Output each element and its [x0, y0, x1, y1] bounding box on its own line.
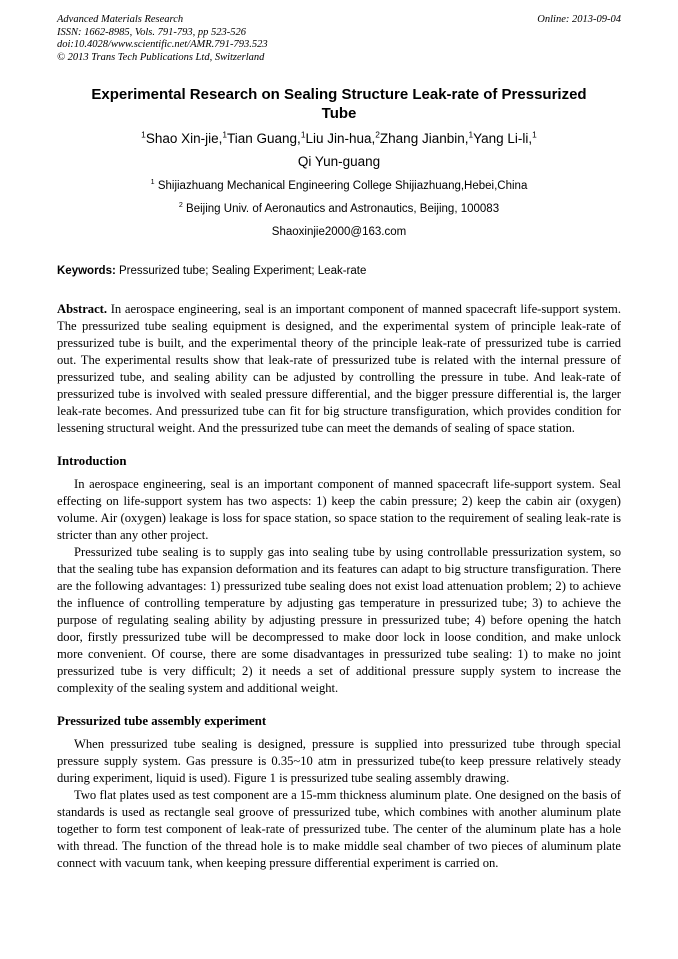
- paragraph: Pressurized tube sealing is to supply gas into sealing tube by using controllable pressurization system, so that the sealing tube has expansion deformation and its features can adapt to big structure transfiguration. There are the following advantages: 1) pressurized tube sealing does not exist load attenuation problem; 2) to achieve the influence of controlling temperature by adjusting gas temperature in pressurized tube; 3) to achieve the purpose of regulating sealing ability by adjusting pressure in pressurized tube; 4) before opening the hatch door, firstly pressurized tube will be decompressed to make door lock in loose condition, and make unlock more convenient. Of course, there are some disadvantages in pressurized tube sealing: 1) to make no joint pressurized tube is very difficult; 2) it needs a set of additional pressure supply system to increase the complexity of the sealing system and additional weight.: [57, 545, 621, 695]
- paragraph: When pressurized tube sealing is designed, pressure is supplied into pressurized tube through special pressure supply system. Gas pressure is 0.35~10 atm in pressurized tube(to keep pressure relatively steady during experiment, liquid is used). Figure 1 is pressurized tube sealing assembly drawing.: [57, 737, 621, 785]
- contact-email: Shaoxinjie2000@163.com: [271, 226, 407, 238]
- authors-line-1: [57, 131, 621, 147]
- author-name: Tian Guang,: [227, 131, 301, 146]
- author-name: Shao Xin-jie,: [145, 131, 223, 146]
- paper-title-line-1: Experimental Research on Sealing Structure Leak-rate of Pressurized: [91, 86, 587, 103]
- author-affil-mark: 1: [141, 129, 146, 140]
- affil-text: Beijing Univ. of Aeronautics and Astronautics, Beijing, 100083: [182, 203, 500, 215]
- abstract-text: In aerospace engineering, seal is an important component of manned spacecraft life-support system. The pressurized tube sealing equipment is designed, and the experimental system of principle leak-rate of pressurized tube is built, and the experimental theory of the principle leak-rate of pressurized tube is carried out. The experimental results show that leak-rate of pressurized tube is related with the internal pressure of pressurized tube, and sealing ability can be adjusted by controlling the pressure in tube. And leak-rate of pressurized tube is involved with sealed pressure differential, and the bigger pressure differential is, the larger leak-rate becomes. And pressurized tube can fit for big structure transfiguration, which provides condition for lessening structural weight. And the pressurized tube can meet the demands of sealing of space station.: [57, 302, 621, 435]
- paper-title: [57, 85, 621, 123]
- issn-line: ISSN: 1662-8985, Vols. 791-793, pp 523-526: [57, 26, 246, 38]
- affil-mark: 1: [150, 178, 155, 187]
- keywords-text: Pressurized tube; Sealing Experiment; Leak-rate: [115, 265, 367, 277]
- author-name: Liu Jin-hua,: [305, 131, 376, 146]
- paragraph: Two flat plates used as test component are a 15-mm thickness aluminum plate. One designed on the basis of standards is used as rectangle seal groove of pressurized tube, which combines with another aluminum plate together to form test component of leak-rate of pressurized tube. The center of the aluminum plate has a hole with thread. The function of the thread hole is to make middle seal chamber of two pieces of aluminum plate connect with vacuum tank, when keeping pressure differential experiment is carried on.: [57, 788, 621, 870]
- journal-header: [57, 14, 621, 64]
- section-heading-introduction: Introduction: [57, 454, 127, 468]
- keywords-label: Keywords:: [57, 265, 116, 277]
- author-affil-mark: 1: [300, 129, 306, 140]
- affiliation-1: [57, 179, 621, 193]
- online-date: Online: 2013-09-04: [537, 14, 621, 25]
- author-name: Zhang Jianbin,: [379, 131, 469, 146]
- paper-title-line-2: Tube: [321, 105, 357, 122]
- doi-line: doi:10.4028/www.scientific.net/AMR.791-793.523: [57, 39, 268, 50]
- keywords-line: [57, 265, 621, 277]
- abstract: [57, 301, 621, 437]
- copyright-line: © 2013 Trans Tech Publications Ltd, Switzerland: [57, 51, 265, 63]
- affiliation-2: [57, 202, 621, 216]
- author-affil-mark: 1: [222, 129, 228, 140]
- author-affil-mark: 1: [532, 129, 537, 140]
- authors-line-2: Qi Yun-guang: [297, 154, 381, 169]
- affil-text: Shijiazhuang Mechanical Engineering College Shijiazhuang,Hebei,China: [154, 180, 528, 192]
- author-affil-mark: 1: [468, 129, 474, 140]
- journal-name: Advanced Materials Research: [57, 14, 184, 25]
- author-affil-mark: 2: [375, 129, 380, 140]
- section-heading-assembly-experiment: Pressurized tube assembly experiment: [57, 714, 267, 728]
- affil-mark: 2: [178, 201, 183, 210]
- author-name: Yang Li-li,: [473, 131, 533, 146]
- abstract-label: Abstract.: [57, 302, 108, 316]
- paragraph: In aerospace engineering, seal is an important component of manned spacecraft life-support system. Seal effecting on life-support system has two aspects: 1) keep the cabin pressure; 2) keep the cabin air (oxygen) volume. Air (oxygen) leakage is loss for space station, so space station to the requirement of sealing leak-rate is stricter than any other project.: [57, 477, 621, 542]
